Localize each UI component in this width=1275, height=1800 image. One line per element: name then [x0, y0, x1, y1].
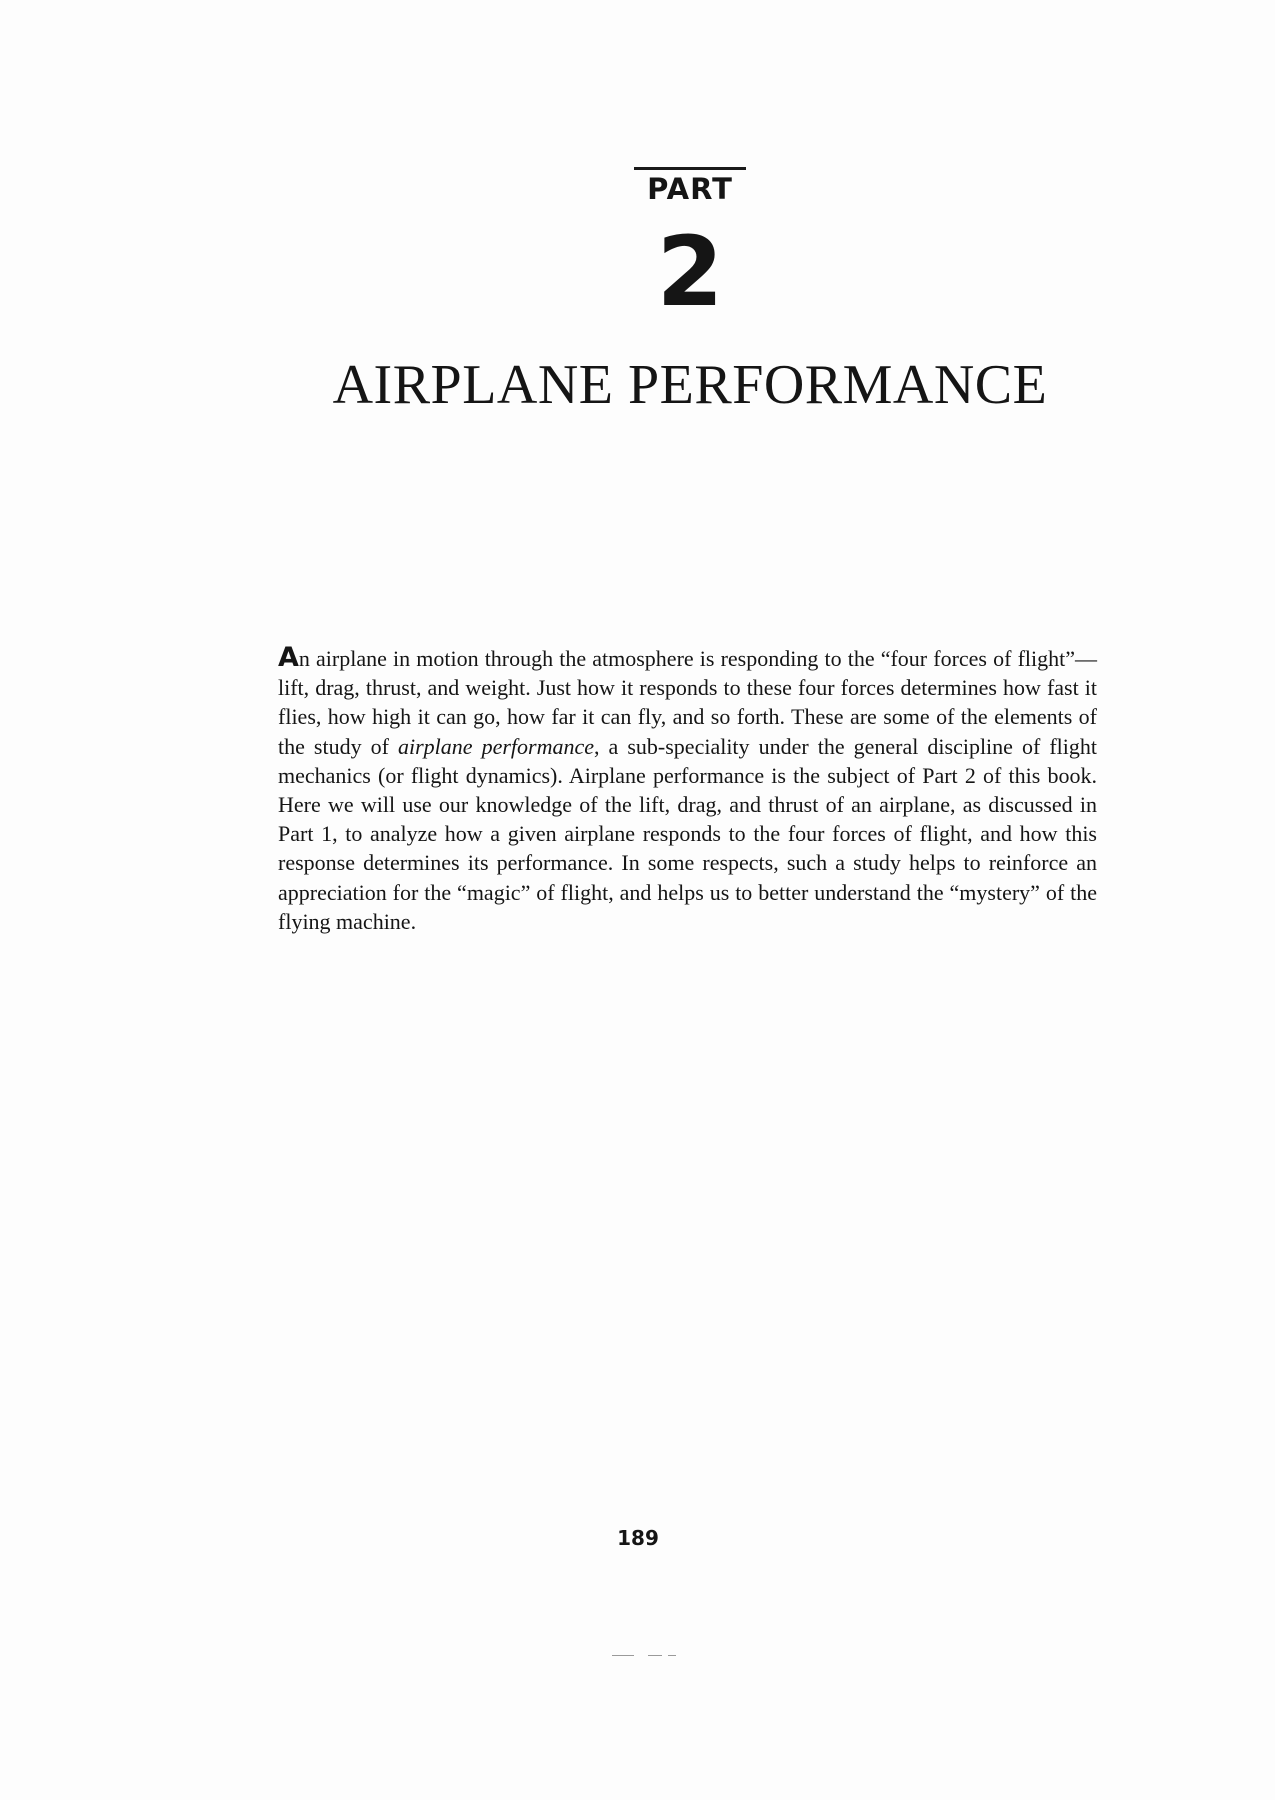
part-label: PART [647, 172, 733, 206]
part-title: AIRPLANE PERFORMANCE [332, 354, 1048, 416]
intro-paragraph [278, 644, 1097, 936]
scan-speck [648, 1655, 662, 1656]
intro-emphasis: airplane performance [398, 733, 595, 759]
part-rule [634, 167, 746, 170]
drop-letter: A [278, 642, 299, 673]
scan-speck [612, 1655, 634, 1656]
scan-speck [668, 1655, 676, 1656]
intro-text-before: n airplane in motion through the atmosphere is responding to the “four forces of flight”—lift, drag, thrust, and weight. Just how it responds to these four forces determines how fast it flies, how high it can go, how far it can fly, and so forth. These are some of the elements of the study of [278, 646, 1097, 759]
part-number: 2 [656, 216, 724, 328]
page-number: 189 [617, 1526, 659, 1550]
intro-text-after: , a sub-speciality under the general discipline of flight mechanics (or flight dynamics). Airplane performance is the subject of Part 2 of this book. Here we will use our knowledge of the lift, drag, and thrust of an airplane, as discussed in Part 1, to analyze how a given airplane responds to the four forces of flight, and how this response determines its performance. In some respects, such a study helps to reinforce an appreciation for the “magic” of flight, and helps us to better understand the “mystery” of the flying machine. [278, 733, 1098, 934]
